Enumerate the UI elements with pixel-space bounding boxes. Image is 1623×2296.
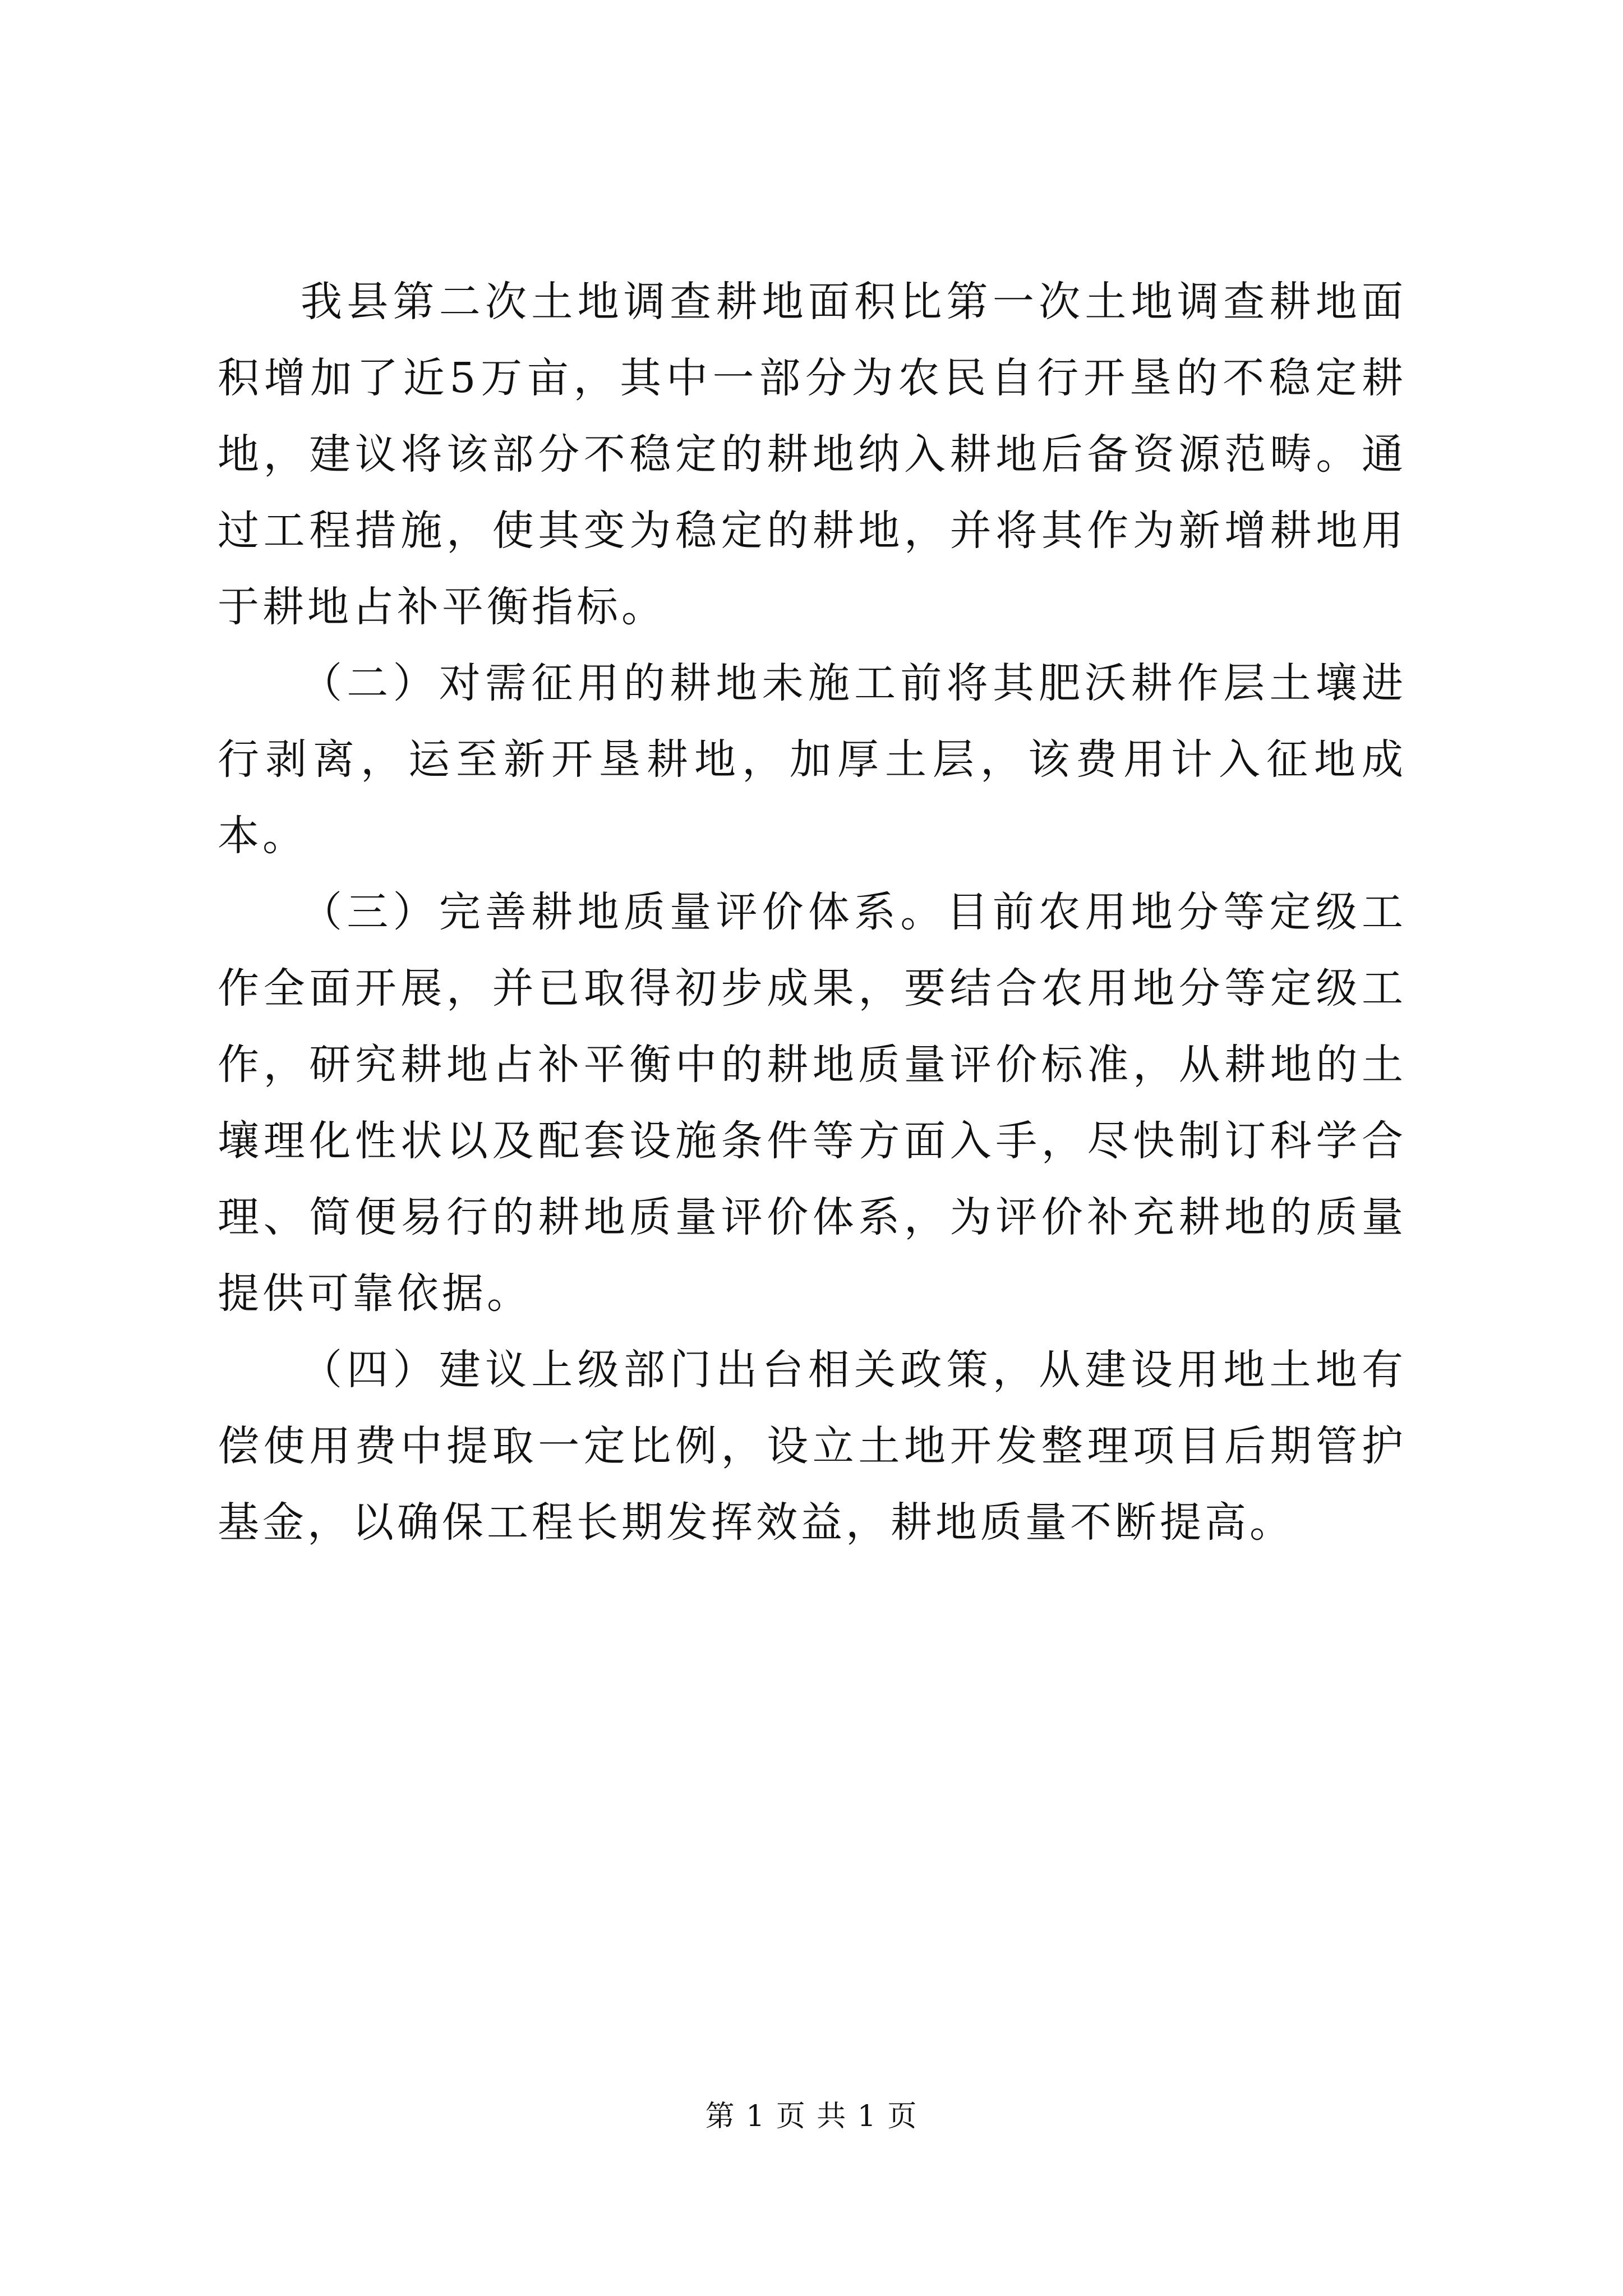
page-number-footer: 第 1 页 共 1 页 xyxy=(705,2100,918,2133)
paragraph-farmland-increase: 我县第二次土地调查耕地面积比第一次土地调查耕地面积增加了近5万亩，其中一部分为农民自行开垦的不稳定耕地，建议将该部分不稳定的耕地纳入耕地后备资源范畴。通过工程措施，使其变为稳定的耕地，并将其作为新增耕地用于耕地占补平衡指标。 xyxy=(218,278,1407,631)
document-body xyxy=(218,264,1407,1561)
paragraph-maintenance-fund: （四）建议上级部门出台相关政策，从建设用地土地有偿使用费中提取一定比例，设立土地开发整理项目后期管护基金，以确保工程长期发挥效益，耕地质量不断提高。 xyxy=(218,1346,1407,1547)
paragraph-topsoil-stripping: （二）对需征用的耕地未施工前将其肥沃耕作层土壤进行剥离，运至新开垦耕地，加厚土层，该费用计入征地成本。 xyxy=(218,659,1407,860)
paragraph-quality-evaluation: （三）完善耕地质量评价体系。目前农用地分等定级工作全面开展，并已取得初步成果，要结合农用地分等定级工作，研究耕地占补平衡中的耕地质量评价标准，从耕地的土壤理化性状以及配套设施条件等方面入手，尽快制订科学合理、简便易行的耕地质量评价体系，为评价补充耕地的质量提供可靠依据。 xyxy=(218,888,1407,1318)
